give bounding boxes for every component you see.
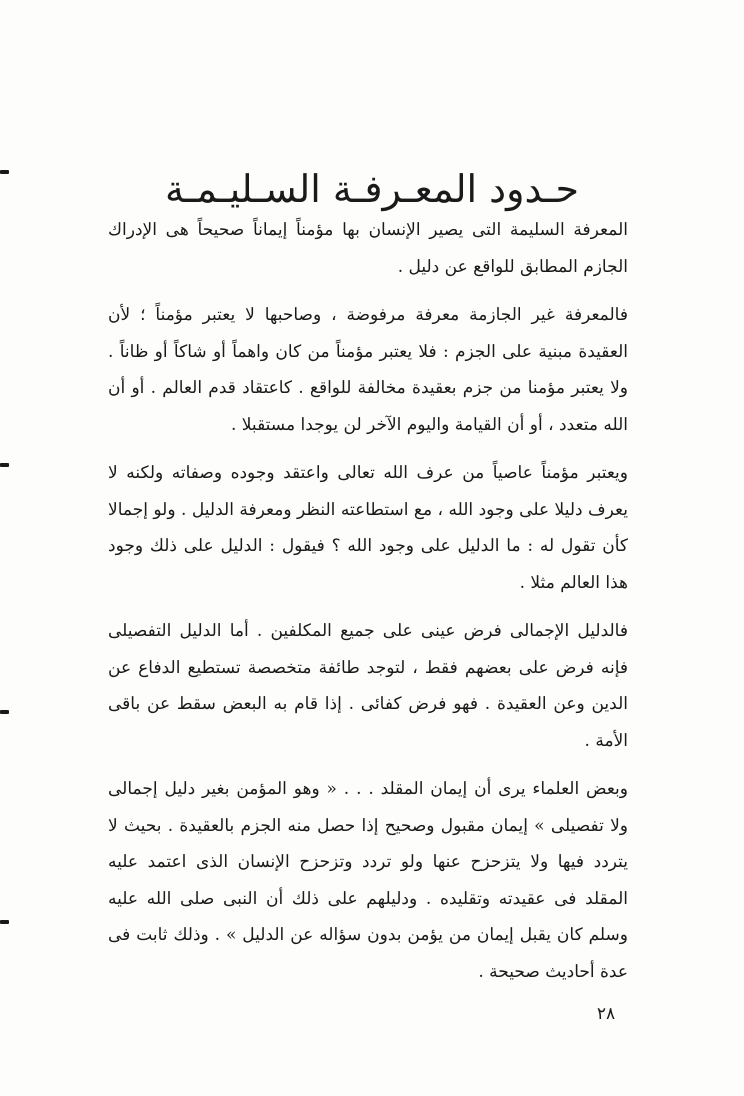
binding-mark xyxy=(0,920,9,924)
page-number: ٢٨ xyxy=(596,1004,616,1024)
paragraph: وبعض العلماء يرى أن إيمان المقلد . . . « وهو المؤمن بغير دليل إجمالى ولا تفصيلى » إيمان مقبول وصحيح إذا حصل منه الجزم بالعقيدة . بحيث لا يتردد فيها ولا يتزحزح عنها ولو تردد وتزحزح الإنسان الذى اعتمد عليه المقلد فى عقيدته وتقليده . ودليلهم على ذلك أن النبى صلى الله عليه وسلم كان يقبل إيمان من يؤمن بدون سؤاله عن الدليل » . وذلك ثابت فى عدة أحاديث صحيحة . xyxy=(108,779,628,982)
binding-mark xyxy=(0,463,9,467)
paragraph: فالمعرفة غير الجازمة معرفة مرفوضة ، وصاحبها لا يعتبر مؤمناً ؛ لأن العقيدة مبنية على الجزم : فلا يعتبر مؤمناً من كان واهماً أو شاكاً أو ظاناً . ولا يعتبر مؤمنا من جزم بعقيدة مخالفة للواقع . كاعتقاد قدم العالم . أو أن الله متعدد ، أو أن القيامة واليوم الآخر لن يوجدا مستقبلا . xyxy=(108,305,628,435)
body-text xyxy=(108,212,628,990)
paragraph: فالدليل الإجمالى فرض عينى على جميع المكلفين . أما الدليل التفصيلى فإنه فرض على بعضهم فقط ، لتوجد طائفة متخصصة تستطيع الدفاع عن الدين وعن العقيدة . فهو فرض كفائى . إذا قام به البعض سقط عن باقى الأمة . xyxy=(108,621,628,751)
paragraph: ويعتبر مؤمناً عاصياً من عرف الله تعالى واعتقد وجوده وصفاته ولكنه لا يعرف دليلا على وجود الله ، مع استطاعته النظر ومعرفة الدليل . ولو إجمالا كأن تقول له : ما الدليل على وجود الله ؟ فيقول : الدليل على ذلك وجود هذا العالم مثلا . xyxy=(108,463,628,593)
binding-mark xyxy=(0,170,9,174)
page-title: حـدود المعـرفـة السـليـمـة xyxy=(164,167,580,212)
binding-mark xyxy=(0,710,9,714)
paragraph: المعرفة السليمة التى يصير الإنسان بها مؤمناً إيماناً صحيحاً هى الإدراك الجازم المطابق للواقع عن دليل . xyxy=(108,220,628,277)
